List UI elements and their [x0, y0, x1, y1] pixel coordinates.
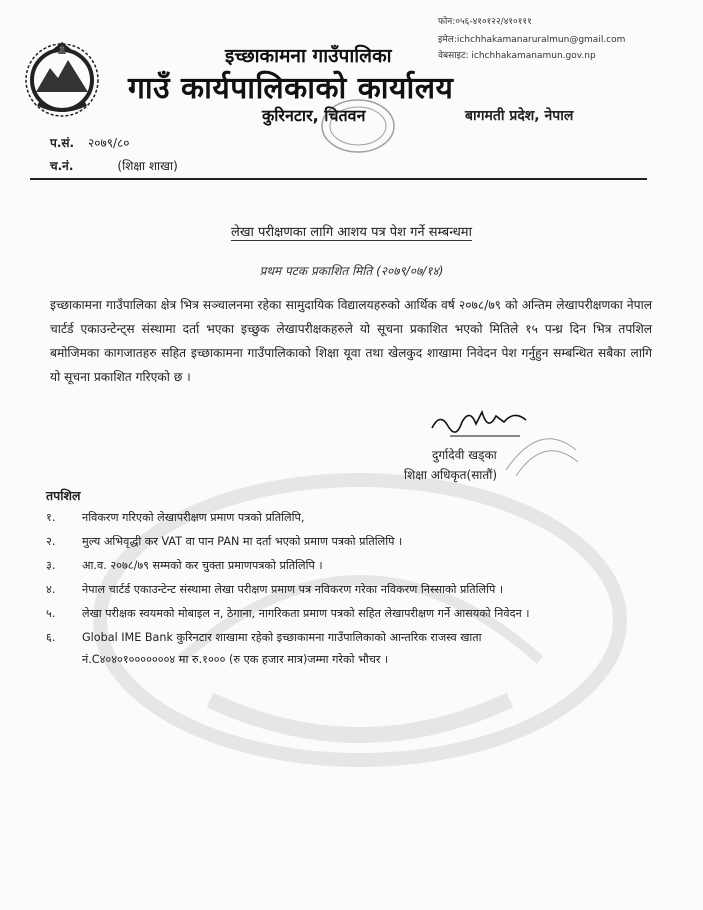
notice-body: इच्छाकामना गाउँपालिका क्षेत्र भित्र सञ्चालनमा रहेका सामुदायिक विद्यालयहरुको आर्थिक वर्ष २०७८/७९ को अन्तिम लेखापरीक्षणका नेपाल चार्टर्ड एकाउन्टेन्ट्स संस्थामा दर्ता भएका इच्छुक लेखापरीक्षकहरुले यो सूचना प्रकाशित भएको मितिले १५ पन्ध्र दिन भित्र तपशिल बमोजिमका कागजातहरु सहित इच्छाकामना गाउँपालिकाको शिक्षा यूवा तथा खेलकुद शाखामा निवेदन पेश गर्नुहुन सम्बन्धित सबैका लागि यो सूचना प्रकाशित गरिएको छ । — [50, 298, 652, 384]
nepal-emblem-icon — [22, 38, 102, 118]
phone-text: फोन:०५६-४१०१२२/४१०१११ — [438, 17, 532, 27]
list-item — [46, 582, 666, 606]
website-text: वेबसाइट: ichchhakamanamun.gov.np — [438, 51, 596, 61]
list-item — [46, 510, 666, 534]
tapashil-list — [46, 510, 666, 676]
province-text: बागमती प्रदेश, नेपाल — [465, 108, 574, 124]
item-text: नेपाल चार्टर्ड एकाउन्टेन्ट संस्थामा लेखा परीक्षण प्रमाण पत्र नविकरण गरेका नविकरण निस्साको प्रतिलिपि । — [82, 583, 504, 596]
item-number: २. — [46, 535, 56, 548]
cn-label: च.नं. — [50, 159, 74, 173]
office-location: कुरिनटार, चितवन — [262, 106, 366, 125]
list-item — [46, 630, 666, 676]
item-number: ५. — [46, 607, 56, 620]
item-text: मुल्य अभिवृद्धी कर VAT वा पान PAN मा दर्ता भएको प्रमाण पत्रको प्रतिलिपि । — [82, 535, 403, 548]
notice-subject — [0, 222, 703, 240]
officer-stamp-icon — [500, 420, 580, 480]
ps-label: प.सं. — [50, 136, 75, 150]
office-title: गाउँ कार्यपालिकाको कार्यालय — [128, 71, 454, 106]
item-text: नविकरण गरिएको लेखापरीक्षण प्रमाण पत्रको प्रतिलिपि, — [82, 511, 305, 524]
item-text-continued: नं.C४०४०१०००००००४ मा रु.१००० (रु एक हजार मात्र)जम्मा गरेको भौचर । — [82, 653, 389, 666]
item-number: १. — [46, 511, 56, 524]
item-text: Global IME Bank कुरिनटार शाखामा रहेको इच्छाकामना गाउँपालिकाको आन्तरिक राजस्व खाता — [82, 631, 482, 644]
email-text: इमेल:ichchhakamanaruralmun@gmail.com — [438, 35, 626, 45]
organization-name: इच्छाकामना गाउँपालिका — [225, 45, 392, 67]
list-item — [46, 534, 666, 558]
list-item — [46, 606, 666, 630]
office-stamp-icon — [318, 96, 398, 156]
tapashil-heading: तपशिल — [46, 488, 81, 503]
item-text: लेखा परीक्षक स्वयमको मोबाइल न, ठेगाना, नागरिकता प्रमाण पत्रको सहित लेखापरीक्षण गर्ने आसयको निवेदन । — [82, 607, 530, 620]
item-number: ६. — [46, 631, 56, 644]
cn-value: (शिक्षा शाखा) — [117, 159, 178, 173]
reference-cn — [50, 157, 178, 174]
ps-value: २०७९/८० — [88, 136, 130, 150]
list-item — [46, 558, 666, 582]
signatory-title: शिक्षा अधिकृत(सातौं) — [404, 468, 498, 482]
subject-text: लेखा परीक्षणका लागि आशय पत्र पेश गर्ने सम्बन्धमा — [231, 225, 472, 240]
published-date: प्रथम पटक प्रकाशित मिति (२०७९/०७/१४) — [259, 264, 444, 278]
header-divider — [30, 178, 647, 180]
item-text: आ.व. २०७८/७९ सम्मको कर चुक्ता प्रमाणपत्रको प्रतिलिपि । — [82, 559, 323, 572]
item-number: ३. — [46, 559, 56, 572]
reference-ps — [50, 134, 130, 151]
item-number: ४. — [46, 583, 56, 596]
signatory-name: दुर्गादेवी खड्का — [432, 448, 497, 462]
